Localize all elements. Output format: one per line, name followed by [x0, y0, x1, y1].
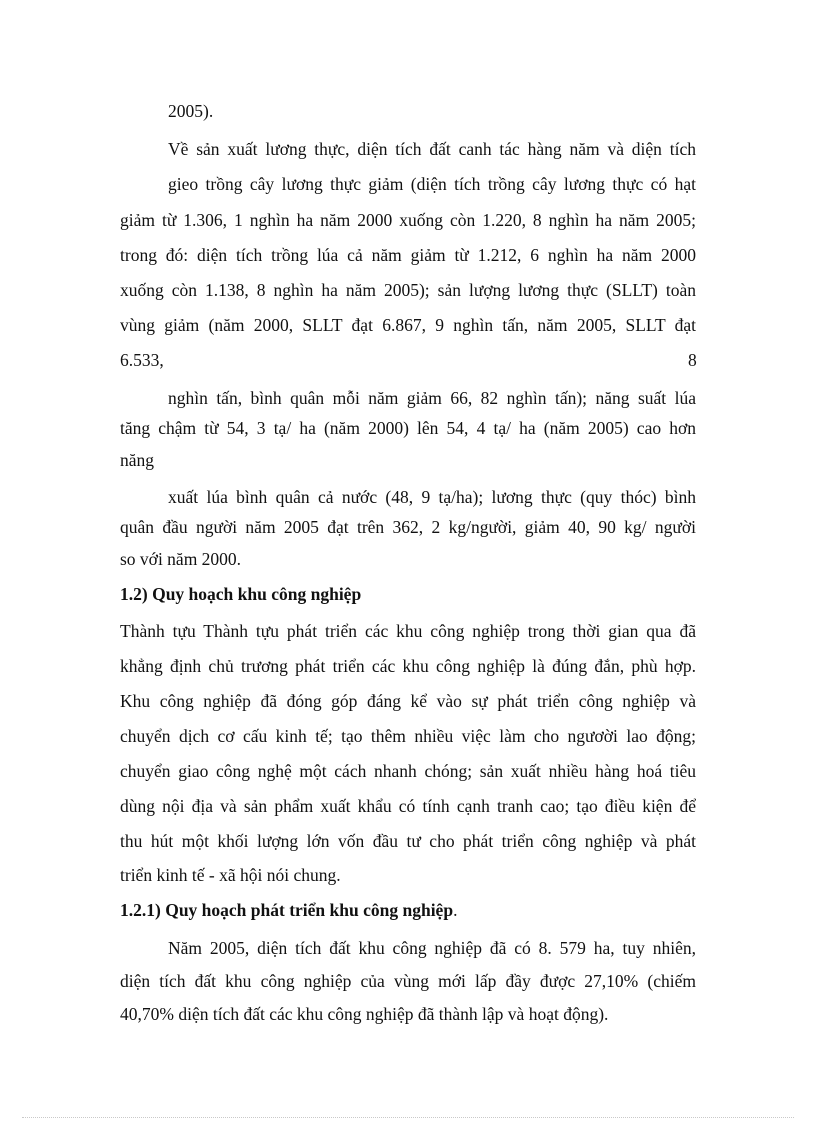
text-line: 40,70% diện tích đất các khu công nghiệp đã thành lập và hoạt động).: [120, 1004, 609, 1024]
text-line: quân đầu người năm 2005 đạt trên 362, 2 kg/người, giảm 40, 90 kg/ người: [120, 517, 696, 537]
text-line: chuyển giao công nghệ một cách nhanh chóng; sản xuất nhiều hàng hoá tiêu: [120, 761, 696, 781]
text-line: Khu công nghiệp đã đóng góp đáng kể vào sự phát triển công nghiệp và: [120, 691, 696, 711]
text-line: diện tích đất khu công nghiệp của vùng mới lấp đầy được 27,10% (chiếm: [120, 971, 696, 991]
text-line: xuất lúa bình quân cả nước (48, 9 tạ/ha); lương thực (quy thóc) bình: [168, 487, 696, 507]
text-line: so với năm 2000.: [120, 549, 242, 569]
text-line: 8: [688, 350, 697, 370]
subsection-heading-text: 1.2.1) Quy hoạch phát triển khu công nghiệp: [120, 900, 454, 920]
text-line: triển kinh tế - xã hội nói chung.: [120, 865, 341, 885]
text-line: giảm từ 1.306, 1 nghìn ha năm 2000 xuống còn 1.220, 8 nghìn ha năm 2005;: [120, 210, 696, 230]
text-line: thu hút một khối lượng lớn vốn đầu tư cho phát triển công nghiệp và phát: [120, 831, 696, 851]
text-line: Thành tựu Thành tựu phát triển các khu công nghiệp trong thời gian qua đã: [120, 621, 696, 641]
text-line: năng: [120, 450, 155, 470]
text-line: 6.533,: [120, 350, 164, 370]
text-line: xuống còn 1.138, 8 nghìn ha năm 2005); sản lượng lương thực (SLLT) toàn: [120, 280, 696, 300]
text-line: nghìn tấn, bình quân mỗi năm giảm 66, 82 nghìn tấn); năng suất lúa: [168, 388, 696, 408]
text-line: vùng giảm (năm 2000, SLLT đạt 6.867, 9 nghìn tấn, năm 2005, SLLT đạt: [120, 315, 696, 335]
section-heading: 1.2) Quy hoạch khu công nghiệp: [120, 584, 362, 604]
text-line: 2005).: [168, 101, 214, 121]
text-line: Về sản xuất lương thực, diện tích đất canh tác hàng năm và diện tích: [168, 139, 696, 159]
text-line: trong đó: diện tích trồng lúa cả năm giảm từ 1.212, 6 nghìn ha năm 2000: [120, 245, 696, 265]
text-line: khẳng định chủ trương phát triển các khu công nghiệp là đúng đắn, phù hợp.: [120, 656, 696, 676]
page-bottom-border: [22, 1117, 794, 1118]
text-line: Năm 2005, diện tích đất khu công nghiệp đã có 8. 579 ha, tuy nhiên,: [168, 938, 696, 958]
subsection-heading: [120, 899, 457, 921]
subsection-heading-tail: .: [453, 900, 458, 920]
text-line: dùng nội địa và sản phẩm xuất khẩu có tính cạnh tranh cao; tạo điều kiện để: [120, 796, 696, 816]
text-line: chuyển dịch cơ cấu kinh tế; tạo thêm nhiều việc làm cho ngươời lao động;: [120, 726, 696, 746]
text-line: gieo trồng cây lương thực giảm (diện tích trồng cây lương thực có hạt: [168, 174, 696, 194]
text-line: tăng chậm từ 54, 3 tạ/ ha (năm 2000) lên 54, 4 tạ/ ha (năm 2005) cao hơn: [120, 418, 696, 438]
